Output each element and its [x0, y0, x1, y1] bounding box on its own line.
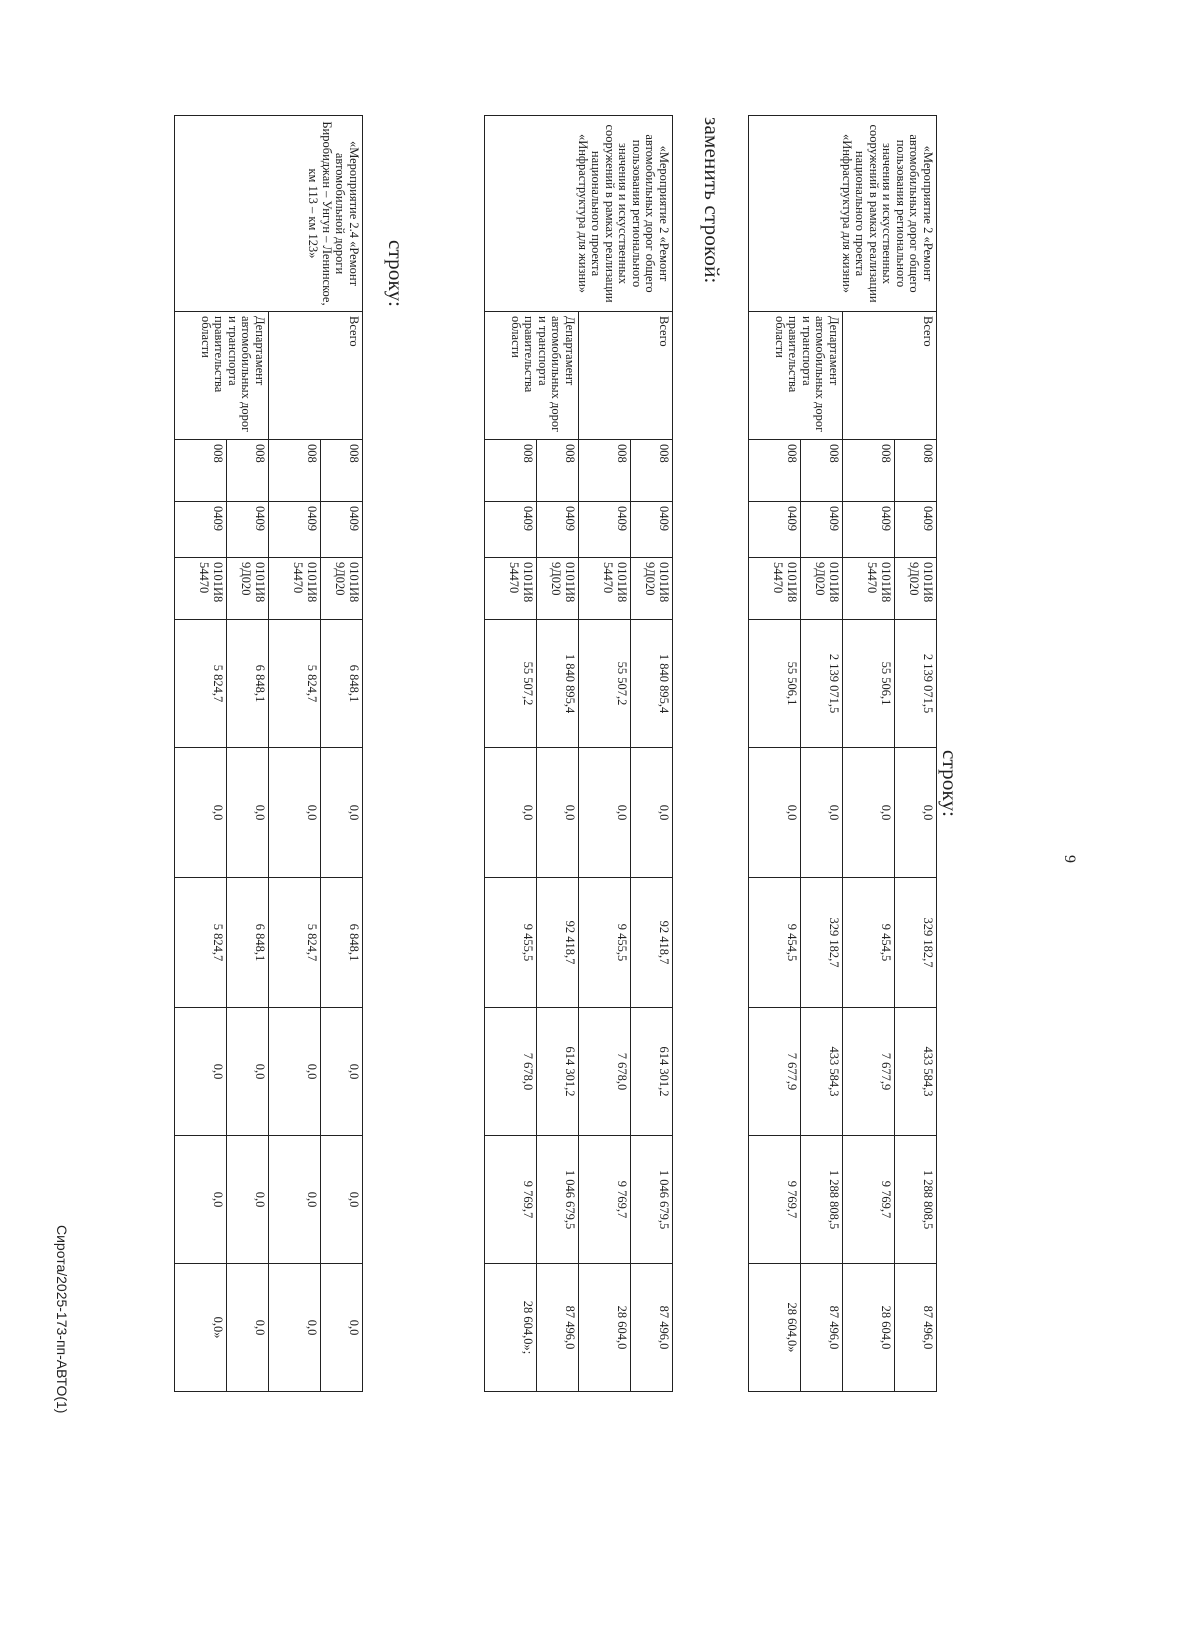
value-cell: 55 506,1 [749, 620, 801, 748]
value-cell: 7 678,0 [485, 1008, 537, 1136]
code-cell-c1: 008 [801, 440, 843, 502]
value-cell: 87 496,0 [895, 1264, 937, 1392]
value-cell: 6 848,1 [227, 878, 269, 1008]
value-cell: 55 507,2 [579, 620, 631, 748]
value-cell: 0,0 [227, 1264, 269, 1392]
code-cell-c3: 0101И8 54470 [175, 558, 227, 620]
executor-cell: Всего [269, 312, 363, 440]
value-cell: 7 677,9 [749, 1008, 801, 1136]
heading-replace-row: строку: [938, 750, 962, 818]
code-cell-c3: 0101И8 9Д020 [321, 558, 363, 620]
value-cell: 28 604,0 [843, 1264, 895, 1392]
value-cell: 55 506,1 [843, 620, 895, 748]
value-cell: 9 455,5 [485, 878, 537, 1008]
code-cell-c3: 0101И8 9Д020 [227, 558, 269, 620]
value-cell: 0,0 [631, 748, 673, 878]
table-row [895, 116, 937, 1516]
executor-cell: Всего [579, 312, 673, 440]
value-cell: 92 418,7 [631, 878, 673, 1008]
activity-description: «Мероприятие 2.4 «Ремонт автомобильной дороги Биробиджан – Унгун – Ленинское, км 113 – км 123» [175, 116, 363, 312]
value-cell: 0,0 [749, 748, 801, 878]
value-cell: 1 288 808,5 [801, 1136, 843, 1264]
code-cell-c2: 0409 [579, 502, 631, 558]
page-number: 9 [1061, 855, 1078, 863]
value-cell: 6 848,1 [321, 620, 363, 748]
value-cell: 329 182,7 [801, 878, 843, 1008]
code-cell-c2: 0409 [175, 502, 227, 558]
value-cell: 9 454,5 [749, 878, 801, 1008]
code-cell-c3: 0101И8 9Д020 [801, 558, 843, 620]
code-cell-c2: 0409 [631, 502, 673, 558]
executor-cell: Всего [843, 312, 937, 440]
code-cell-c1: 008 [579, 440, 631, 502]
value-cell: 6 848,1 [321, 878, 363, 1008]
code-cell-c3: 0101И8 54470 [269, 558, 321, 620]
value-cell: 0,0 [895, 748, 937, 878]
document-footer: Сирота/2025-173-пп-АВТО(1) [54, 1225, 70, 1414]
code-cell-c2: 0409 [269, 502, 321, 558]
value-cell: 9 769,7 [843, 1136, 895, 1264]
value-cell: 0,0 [175, 748, 227, 878]
value-cell: 0,0 [485, 748, 537, 878]
value-cell: 0,0 [269, 1264, 321, 1392]
activity-description: «Мероприятие 2 «Ремонт автомобильных дорог общего пользования регионального значения и искусственных сооружений в рамках реализации национального проекта «Инфраструктура для жизни» [485, 116, 673, 312]
value-cell: 87 496,0 [537, 1264, 579, 1392]
code-cell-c1: 008 [631, 440, 673, 502]
value-cell: 7 677,9 [843, 1008, 895, 1136]
value-cell: 87 496,0 [631, 1264, 673, 1392]
value-cell: 0,0 [321, 1008, 363, 1136]
heading-row: строку: [384, 240, 408, 308]
value-cell: 0,0 [269, 1136, 321, 1264]
code-cell-c1: 008 [227, 440, 269, 502]
code-cell-c3: 0101И8 54470 [749, 558, 801, 620]
table-row [631, 116, 673, 1516]
code-cell-c1: 008 [269, 440, 321, 502]
table-row [321, 116, 363, 1516]
value-cell: 614 301,2 [537, 1008, 579, 1136]
value-cell: 9 769,7 [579, 1136, 631, 1264]
value-cell: 1 288 808,5 [895, 1136, 937, 1264]
executor-cell: Департамент автомобильных дорог и транспорта правительства области [749, 312, 843, 440]
value-cell: 0,0 [269, 1008, 321, 1136]
executor-cell: Департамент автомобильных дорог и транспорта правительства области [485, 312, 579, 440]
value-cell: 1 046 679,5 [537, 1136, 579, 1264]
value-cell: 0,0 [321, 748, 363, 878]
code-cell-c2: 0409 [749, 502, 801, 558]
value-cell: 5 824,7 [175, 878, 227, 1008]
code-cell-c2: 0409 [801, 502, 843, 558]
value-cell: 9 455,5 [579, 878, 631, 1008]
budget-table-1 [748, 115, 937, 1516]
value-cell: 0,0 [843, 748, 895, 878]
code-cell-c3: 0101И8 9Д020 [631, 558, 673, 620]
value-cell: 433 584,3 [801, 1008, 843, 1136]
budget-table-3 [174, 115, 363, 1516]
value-cell: 0,0 [227, 748, 269, 878]
value-cell: 0,0» [175, 1264, 227, 1392]
code-cell-c3: 0101И8 54470 [843, 558, 895, 620]
value-cell: 0,0 [801, 748, 843, 878]
code-cell-c2: 0409 [485, 502, 537, 558]
activity-description: «Мероприятие 2 «Ремонт автомобильных дорог общего пользования регионального значения и искусственных сооружений в рамках реализации национального проекта «Инфраструктура для жизни» [749, 116, 937, 312]
value-cell: 2 139 071,5 [801, 620, 843, 748]
value-cell: 87 496,0 [801, 1264, 843, 1392]
table-row [537, 116, 579, 1516]
table-row [227, 116, 269, 1516]
code-cell-c3: 0101И8 9Д020 [895, 558, 937, 620]
value-cell: 0,0 [227, 1136, 269, 1264]
value-cell: 92 418,7 [537, 878, 579, 1008]
value-cell: 0,0 [321, 1136, 363, 1264]
value-cell: 9 769,7 [749, 1136, 801, 1264]
code-cell-c1: 008 [843, 440, 895, 502]
code-cell-c3: 0101И8 9Д020 [537, 558, 579, 620]
code-cell-c1: 008 [175, 440, 227, 502]
value-cell: 7 678,0 [579, 1008, 631, 1136]
code-cell-c3: 0101И8 54470 [485, 558, 537, 620]
value-cell: 5 824,7 [175, 620, 227, 748]
code-cell-c2: 0409 [895, 502, 937, 558]
value-cell: 1 046 679,5 [631, 1136, 673, 1264]
value-cell: 28 604,0» [749, 1264, 801, 1392]
code-cell-c1: 008 [749, 440, 801, 502]
value-cell: 433 584,3 [895, 1008, 937, 1136]
code-cell-c3: 0101И8 54470 [579, 558, 631, 620]
value-cell: 6 848,1 [227, 620, 269, 748]
value-cell: 0,0 [269, 748, 321, 878]
value-cell: 1 840 895,4 [631, 620, 673, 748]
value-cell: 5 824,7 [269, 620, 321, 748]
value-cell: 0,0 [175, 1008, 227, 1136]
value-cell: 55 507,2 [485, 620, 537, 748]
heading-with-row: заменить строкой: [700, 117, 724, 284]
value-cell: 9 454,5 [843, 878, 895, 1008]
code-cell-c2: 0409 [321, 502, 363, 558]
value-cell: 0,0 [321, 1264, 363, 1392]
value-cell: 0,0 [175, 1136, 227, 1264]
value-cell: 614 301,2 [631, 1008, 673, 1136]
value-cell: 0,0 [537, 748, 579, 878]
value-cell: 28 604,0 [579, 1264, 631, 1392]
code-cell-c2: 0409 [227, 502, 269, 558]
value-cell: 1 840 895,4 [537, 620, 579, 748]
value-cell: 9 769,7 [485, 1136, 537, 1264]
value-cell: 5 824,7 [269, 878, 321, 1008]
table-row [801, 116, 843, 1516]
value-cell: 329 182,7 [895, 878, 937, 1008]
value-cell: 0,0 [579, 748, 631, 878]
value-cell: 2 139 071,5 [895, 620, 937, 748]
code-cell-c1: 008 [485, 440, 537, 502]
executor-cell: Департамент автомобильных дорог и транспорта правительства области [175, 312, 269, 440]
code-cell-c1: 008 [895, 440, 937, 502]
code-cell-c1: 008 [321, 440, 363, 502]
code-cell-c1: 008 [537, 440, 579, 502]
code-cell-c2: 0409 [537, 502, 579, 558]
value-cell: 28 604,0»; [485, 1264, 537, 1392]
code-cell-c2: 0409 [843, 502, 895, 558]
value-cell: 0,0 [227, 1008, 269, 1136]
budget-table-2 [484, 115, 673, 1516]
